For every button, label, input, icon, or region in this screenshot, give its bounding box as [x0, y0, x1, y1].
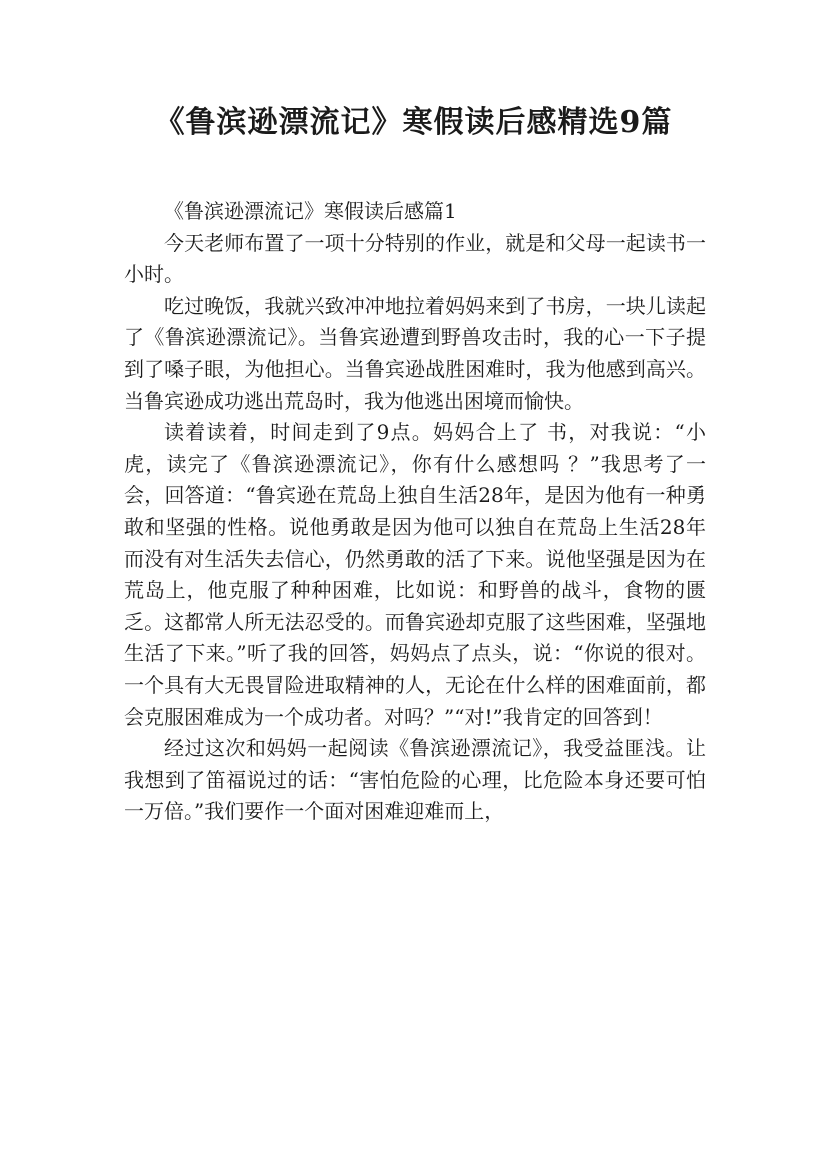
paragraph-4: 经过这次和妈妈一起阅读《鲁滨逊漂流记》，我受益匪浅。让我想到了笛福说过的话：“害怕危险的心理，比危险本身还要可怕一万倍。”我们要作一个面对困难迎难而上， [124, 736, 706, 824]
paragraph-2: 吃过晚饭，我就兴致冲冲地拉着妈妈来到了书房，一块儿读起了《鲁滨逊漂流记》。当鲁宾逊遭到野兽攻击时，我的心一下子提到了嗓子眼，为他担心。当鲁宾逊战胜困难时，我为他感到高兴。当鲁宾逊成功逃出荒岛时，我为他逃出困境而愉快。 [124, 293, 706, 413]
section-heading: 《鲁滨逊漂流记》寒假读后感篇1 [164, 199, 457, 223]
paragraph-1: 今天老师布置了一项十分特别的作业，就是和父母一起读书一小时。 [124, 230, 706, 287]
paragraph-3: 读着读着，时间走到了9点。妈妈合上了 书，对我说：“小虎，读完了《鲁滨逊漂流记》，你有什么感想吗 ？”我思考了一会，回答道：“鲁宾逊在荒岛上独自生活28年，是因为他有一种勇敢和坚强的性格。说他勇敢是因为他可以独自在荒岛上生活28年而没有对生活失去信心，仍然勇敢的活了下来。说他坚强是因为在荒岛上，他克服了种种困难，比如说：和野兽的战斗，食物的匮乏。这都常人所无法忍受的。而鲁宾逊却克服了这些困难，坚强地生活了下来。”听了我的回答，妈妈点了点头，说：“你说的很对。一个具有大无畏冒险进取精神的人，无论在什么样的困难面前，都会克服困难成为一个成功者。对吗？”“对!”我肯定的回答到！ [124, 420, 706, 729]
document-title: 《鲁滨逊漂流记》寒假读后感精选9篇 [154, 105, 673, 140]
document-body [124, 196, 706, 828]
